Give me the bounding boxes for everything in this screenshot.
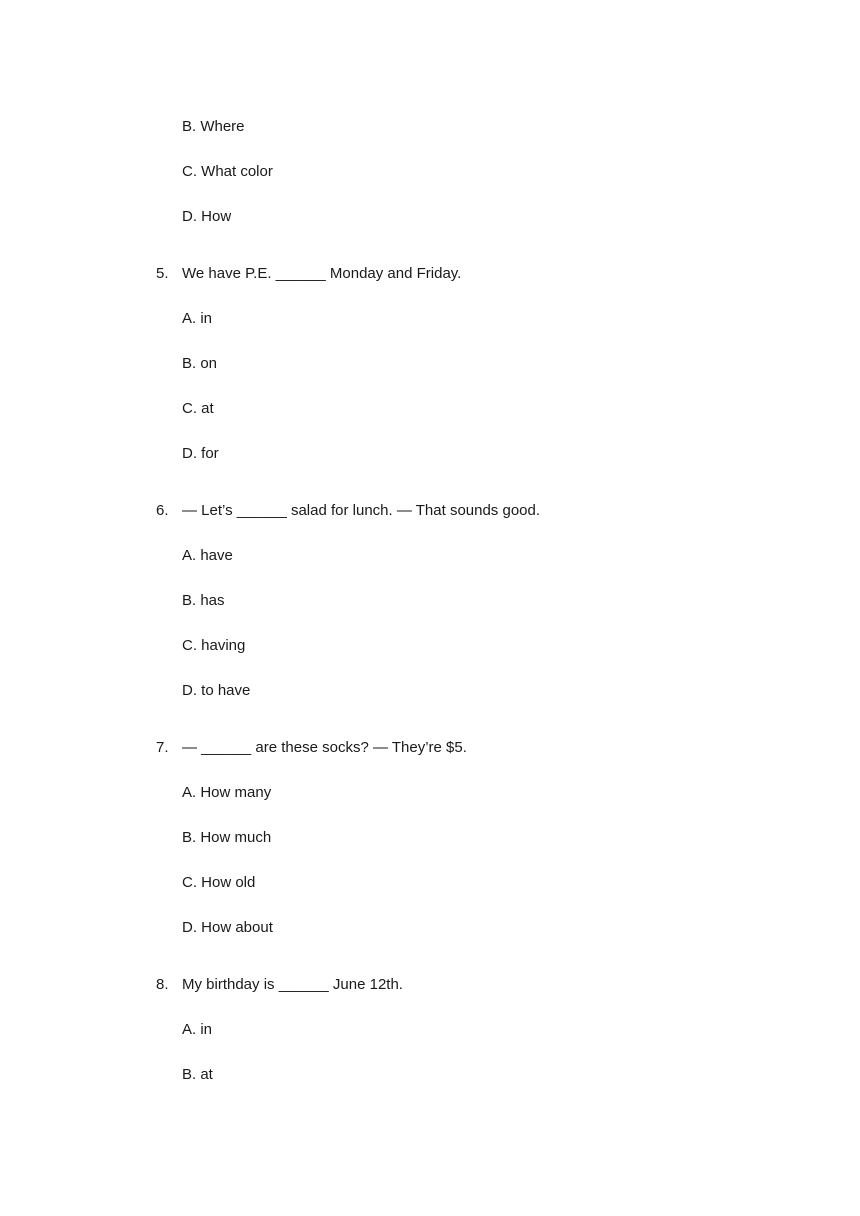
question-7-number: 7. xyxy=(156,739,169,756)
option-q7-c: C. How old xyxy=(182,874,256,891)
question-5-text: We have P.E. ______ Monday and Friday. xyxy=(182,265,462,282)
option-q6-c: C. having xyxy=(182,637,246,654)
option-q4-c: C. What color xyxy=(182,163,273,180)
question-6-number: 6. xyxy=(156,502,169,519)
option-q8-b: B. at xyxy=(182,1066,213,1083)
question-6-text: — Let’s ______ salad for lunch. — That sounds good. xyxy=(182,502,541,519)
option-q7-a: A. How many xyxy=(182,784,272,801)
option-q6-a: A. have xyxy=(182,547,233,564)
option-q5-a: A. in xyxy=(182,310,213,327)
option-q5-c: C. at xyxy=(182,400,214,417)
option-q4-d: D. How xyxy=(182,208,232,225)
option-q7-d: D. How about xyxy=(182,919,273,936)
option-q5-b: B. on xyxy=(182,355,218,372)
option-q6-d: D. to have xyxy=(182,682,251,699)
option-q4-b: B. Where xyxy=(182,118,245,135)
option-q8-a: A. in xyxy=(182,1021,213,1038)
option-q6-b: B. has xyxy=(182,592,225,609)
question-8-number: 8. xyxy=(156,976,169,993)
question-5-number: 5. xyxy=(156,265,169,282)
option-q7-b: B. How much xyxy=(182,829,272,846)
question-8-text: My birthday is ______ June 12th. xyxy=(182,976,403,993)
question-7-text: — ______ are these socks? — They’re $5. xyxy=(182,739,467,756)
option-q5-d: D. for xyxy=(182,445,219,462)
